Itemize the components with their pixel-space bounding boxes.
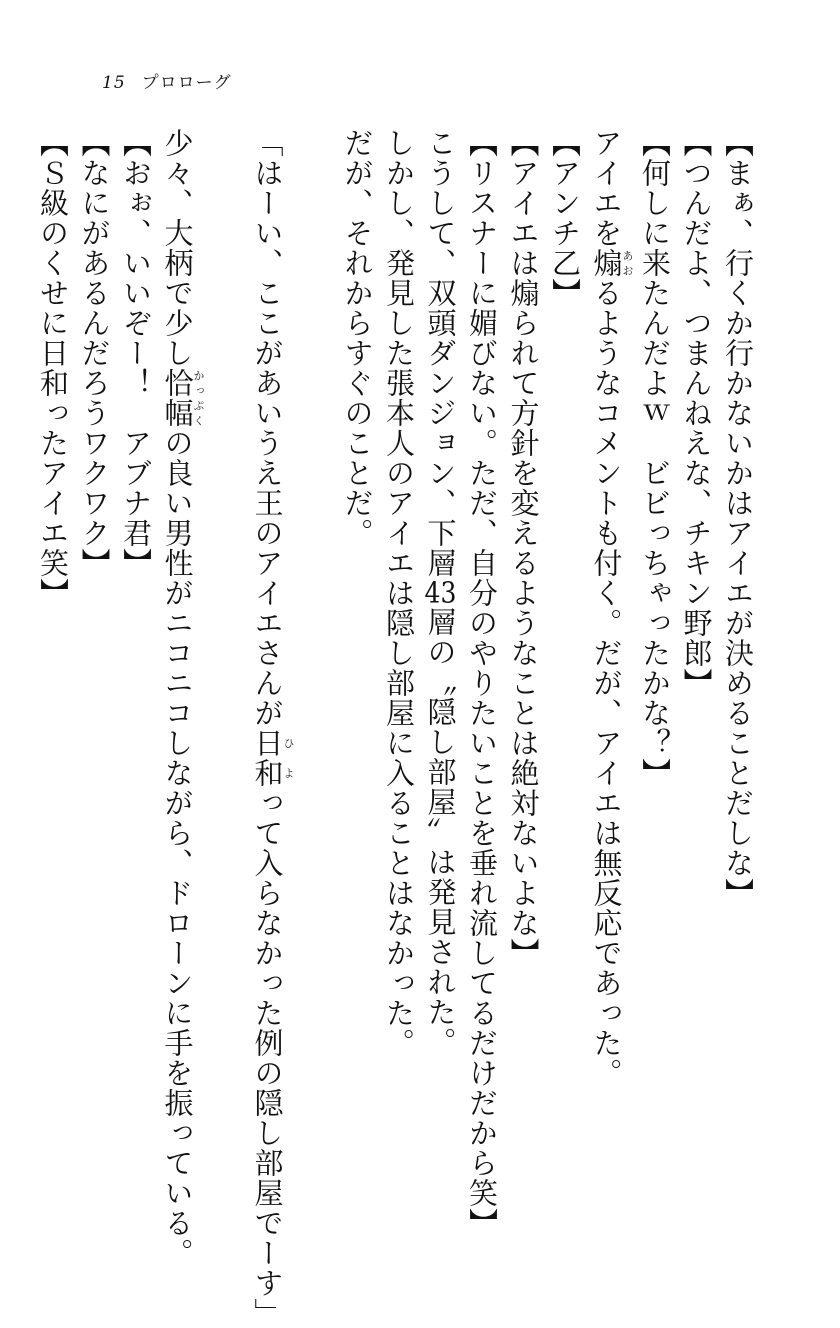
ruby-annotation <box>160 368 205 428</box>
ruby-reading: かっぷく <box>192 368 205 428</box>
narration-line: だが、それからすぐのことだ。 <box>340 128 375 548</box>
narration-line <box>419 128 461 1128</box>
narration-segment: こうして、双頭ダンジョン、下層 <box>423 128 458 578</box>
ruby-base: 煽 <box>589 248 624 278</box>
ruby-base: 恰幅 <box>160 368 195 428</box>
narration-segment: アイエを <box>589 128 624 248</box>
narration-segment: 層の〝隠し部屋〟は発見された。 <box>423 607 458 1057</box>
vertical-body-text <box>32 128 759 1328</box>
dialogue-line <box>246 128 295 1328</box>
narration-line <box>585 128 634 1128</box>
running-header <box>102 68 232 93</box>
comment-line: 【アイエは煽られて方針を変えるようなことは絶対ないよな】 <box>506 128 541 968</box>
ruby-reading: あお <box>621 248 634 278</box>
ruby-reading: ひよ <box>282 728 295 788</box>
narration-segment: るようなコメントも付く。だが、アイエは無反応であった。 <box>589 278 624 1088</box>
floor-number: 43 <box>424 578 457 607</box>
comment-line: 【何しに来たんだよｗ ビビっちゃったかな？】 <box>638 128 672 788</box>
comment-line: 【なにがあるんだろうワクワク】 <box>77 128 112 578</box>
chapter-title: プロローグ <box>141 73 232 93</box>
comment-line: 【アンチ乙】 <box>548 128 582 308</box>
comment-line: 【おぉ、いいぞー！ アブナ君】 <box>119 128 153 578</box>
dialogue-segment: って入らなかった例の隠し部屋でーす」 <box>250 788 285 1328</box>
comment-line: 【まぁ、行くか行かないかはアイエが決めることだしな】 <box>721 128 755 908</box>
narration-line: しかし、発見した張本人のアイエは隠し部屋に入ることはなかった。 <box>382 128 416 1058</box>
ruby-annotation <box>250 728 295 788</box>
dialogue-segment: 「はーい、ここがあいうえ王のアイエさんが <box>250 128 285 728</box>
comment-line: 【つんだよ、つまんねえな、チキン野郎】 <box>679 128 714 698</box>
narration-line <box>156 128 205 1268</box>
comment-line: 【リスナーに媚びない。ただ、自分のやりたいことを垂れ流してるだけだから笑】 <box>465 128 499 1238</box>
ruby-annotation <box>589 248 634 278</box>
page-number: 15 <box>102 73 126 93</box>
comment-line: 【Ｓ級のくせに日和ったアイエ笑】 <box>36 128 70 608</box>
narration-segment: の良い男性がニコニコしながら、ドローンに手を振っている。 <box>160 428 195 1268</box>
narration-segment: 少々、大柄で少し <box>160 128 195 368</box>
ruby-base: 日和 <box>250 728 285 788</box>
